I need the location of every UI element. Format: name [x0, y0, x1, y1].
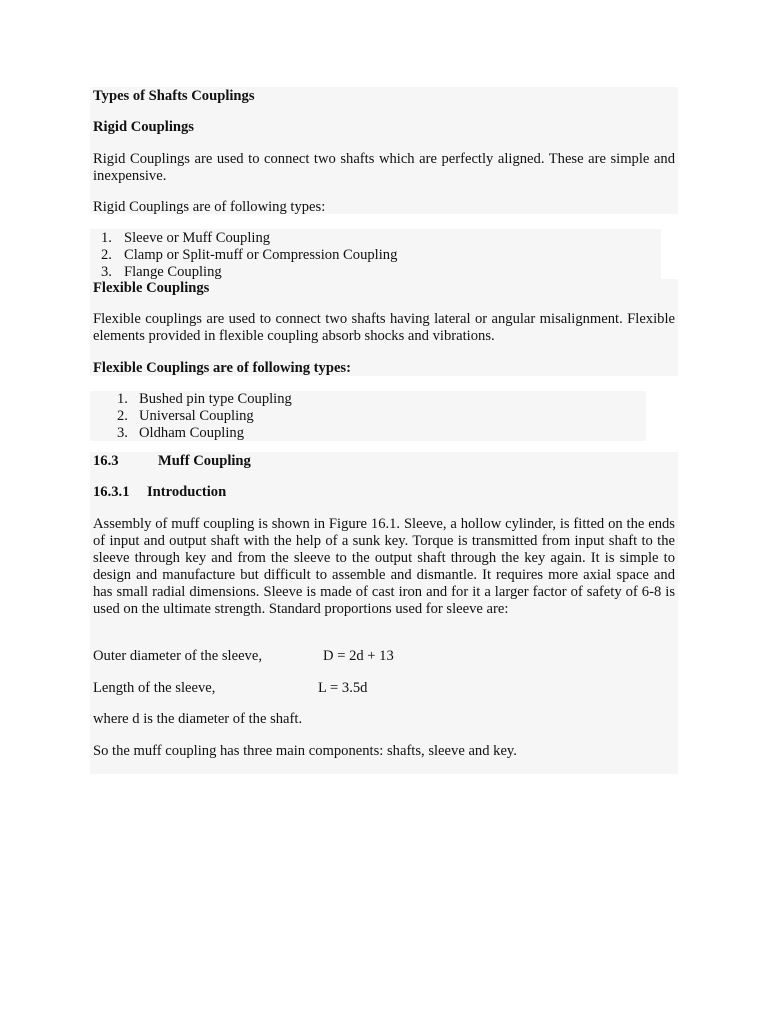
- outer-diameter-label: Outer diameter of the sleeve,: [93, 648, 262, 664]
- list-item-text: Bushed pin type Coupling: [139, 391, 292, 407]
- length-label: Length of the sleeve,: [93, 680, 216, 696]
- list-item-number: 3.: [101, 264, 112, 280]
- list-item-number: 1.: [117, 391, 128, 407]
- list-item-number: 1.: [101, 230, 112, 246]
- flexible-couplings-heading: Flexible Couplings: [93, 280, 210, 296]
- list-item: [117, 391, 617, 408]
- rigid-couplings-list: [101, 230, 601, 281]
- rigid-couplings-types-intro: Rigid Couplings are of following types:: [93, 199, 326, 215]
- list-item-text: Sleeve or Muff Coupling: [124, 230, 271, 246]
- flexible-couplings-types-intro: Flexible Couplings are of following types:: [93, 360, 351, 376]
- length-formula: L = 3.5d: [318, 680, 368, 696]
- rigid-couplings-description: Rigid Couplings are used to connect two shafts which are perfectly aligned. These are simple and inexpensive.: [93, 151, 675, 184]
- list-item-number: 3.: [117, 425, 128, 441]
- subsection-title: Introduction: [147, 484, 227, 500]
- list-item-text: Oldham Coupling: [139, 425, 244, 441]
- components-note: So the muff coupling has three main components: shafts, sleeve and key.: [93, 743, 517, 759]
- list-item-text: Universal Coupling: [139, 408, 254, 424]
- rigid-couplings-heading: Rigid Couplings: [93, 119, 194, 135]
- section-number: 16.3: [93, 453, 119, 469]
- list-item-number: 2.: [117, 408, 128, 424]
- subsection-number: 16.3.1: [93, 484, 130, 500]
- list-item: [101, 230, 601, 247]
- muff-coupling-body: Assembly of muff coupling is shown in Figure 16.1. Sleeve, a hollow cylinder, is fitted on the ends of input and output shaft with the help of a sunk key. Torque is transmitted from input shaft to the sleeve through key and from the sleeve to the output shaft through the key again. It is simple to design and manufacture but difficult to assemble and dismantle. It requires more axial space and has small radial dimensions. Sleeve is made of cast iron and for it a larger factor of safety of 6-8 is used on the ultimate strength. Standard proportions used for sleeve are:: [93, 516, 675, 617]
- list-item-text: Flange Coupling: [124, 264, 222, 280]
- list-item: [101, 247, 601, 264]
- flexible-couplings-description: Flexible couplings are used to connect two shafts having lateral or angular misalignment. Flexible elements provided in flexible coupling absorb shocks and vibrations.: [93, 311, 675, 344]
- list-item: [117, 425, 617, 442]
- document-title: Types of Shafts Couplings: [93, 88, 255, 104]
- list-item-number: 2.: [101, 247, 112, 263]
- section-title: Muff Coupling: [158, 453, 251, 469]
- list-item: [101, 264, 601, 281]
- where-note: where d is the diameter of the shaft.: [93, 711, 303, 727]
- list-item-text: Clamp or Split-muff or Compression Coupling: [124, 247, 398, 263]
- flexible-couplings-list: [117, 391, 617, 442]
- list-item: [117, 408, 617, 425]
- outer-diameter-formula: D = 2d + 13: [323, 648, 394, 664]
